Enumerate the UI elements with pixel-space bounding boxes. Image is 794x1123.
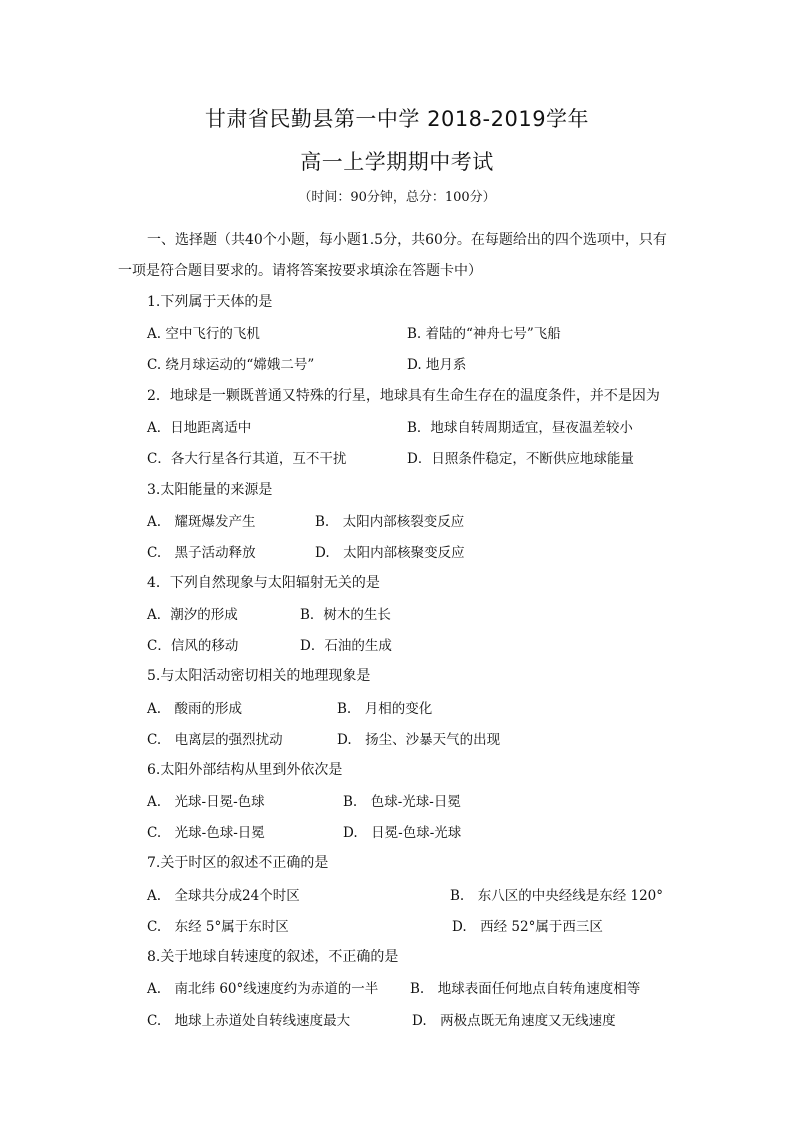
- question-6-option-a: A. 光球-日冕-色球: [147, 794, 265, 810]
- question-2-stem: 2．地球是一颗既普通又特殊的行星，地球具有生命生存在的温度条件，并不是因为: [147, 388, 660, 404]
- question-1-option-d: D. 地月系: [407, 357, 467, 373]
- question-4-stem: 4．下列自然现象与太阳辐射无关的是: [147, 575, 380, 591]
- question-6-option-c: C. 光球-色球-日冕: [147, 825, 265, 841]
- question-5-option-b: B. 月相的变化: [337, 701, 433, 717]
- exam-title-line-2: 高一上学期期中考试: [300, 150, 494, 174]
- question-2-option-d: D．日照条件稳定，不断供应地球能量: [407, 451, 634, 467]
- question-6-option-b: B. 色球-光球-日冕: [343, 794, 461, 810]
- question-5-option-a: A. 酸雨的形成: [147, 701, 243, 717]
- exam-title-line-1: 甘肃省民勤县第一中学 2018-2019学年: [204, 107, 590, 131]
- question-8-option-b: B. 地球表面任何地点自转角速度相等: [410, 981, 641, 997]
- question-5-option-d: D. 扬尘、沙暴天气的出现: [337, 732, 501, 748]
- question-3-option-d: D. 太阳内部核聚变反应: [315, 545, 465, 561]
- question-4-option-a: A．潮汐的形成: [147, 607, 238, 623]
- question-7-option-d: D. 西经 52°属于西三区: [452, 919, 603, 935]
- question-1-option-a: A. 空中飞行的飞机: [147, 326, 260, 342]
- question-8-stem: 8.关于地球自转速度的叙述，不正确的是: [147, 949, 399, 965]
- question-6-stem: 6.太阳外部结构从里到外依次是: [147, 762, 343, 778]
- question-2-option-c: C．各大行星各行其道，互不干扰: [147, 451, 347, 467]
- question-4-option-b: B．树木的生长: [300, 607, 391, 623]
- question-7-option-b: B. 东八区的中央经线是东经 120°: [450, 888, 664, 904]
- exam-subtitle: （时间：90分钟，总分：100分）: [298, 190, 496, 205]
- question-4-option-c: C．信风的移动: [147, 638, 239, 654]
- question-6-option-d: D. 日冕-色球-光球: [343, 825, 462, 841]
- question-4-option-d: D．石油的生成: [300, 638, 392, 654]
- question-2-option-a: A．日地距离适中: [147, 420, 252, 436]
- question-3-option-c: C. 黑子活动释放: [147, 545, 256, 561]
- question-3-option-a: A. 耀斑爆发产生: [147, 514, 256, 530]
- question-7-option-c: C. 东经 5°属于东时区: [147, 919, 289, 935]
- question-2-option-b: B．地球自转周期适宜，昼夜温差较小: [407, 420, 633, 436]
- question-8-option-c: C. 地球上赤道处自转线速度最大: [147, 1013, 351, 1029]
- question-5-stem: 5.与太阳活动密切相关的地理现象是: [147, 668, 371, 684]
- question-7-stem: 7.关于时区的叙述不正确的是: [147, 855, 329, 871]
- question-1-option-b: B. 着陆的“神舟七号”飞船: [407, 326, 561, 342]
- question-1-stem: 1.下列属于天体的是: [147, 294, 273, 310]
- question-3-stem: 3.太阳能量的来源是: [147, 482, 273, 498]
- question-3-option-b: B. 太阳内部核裂变反应: [315, 514, 465, 530]
- question-8-option-d: D. 两极点既无角速度又无线速度: [412, 1013, 616, 1029]
- question-1-option-c: C. 绕月球运动的“嫦娥二号”: [147, 357, 315, 373]
- question-7-option-a: A. 全球共分成24个时区: [147, 888, 300, 904]
- question-8-option-a: A. 南北纬 60°线速度约为赤道的一半: [147, 981, 379, 997]
- section-intro-line-2: 一项是符合题目要求的。请将答案按要求填涂在答题卡中）: [118, 263, 482, 279]
- section-intro-line-1: 一、选择题（共40个小题，每小题1.5分，共60分。在每题给出的四个选项中，只有: [147, 232, 667, 248]
- question-5-option-c: C. 电离层的强烈扰动: [147, 732, 283, 748]
